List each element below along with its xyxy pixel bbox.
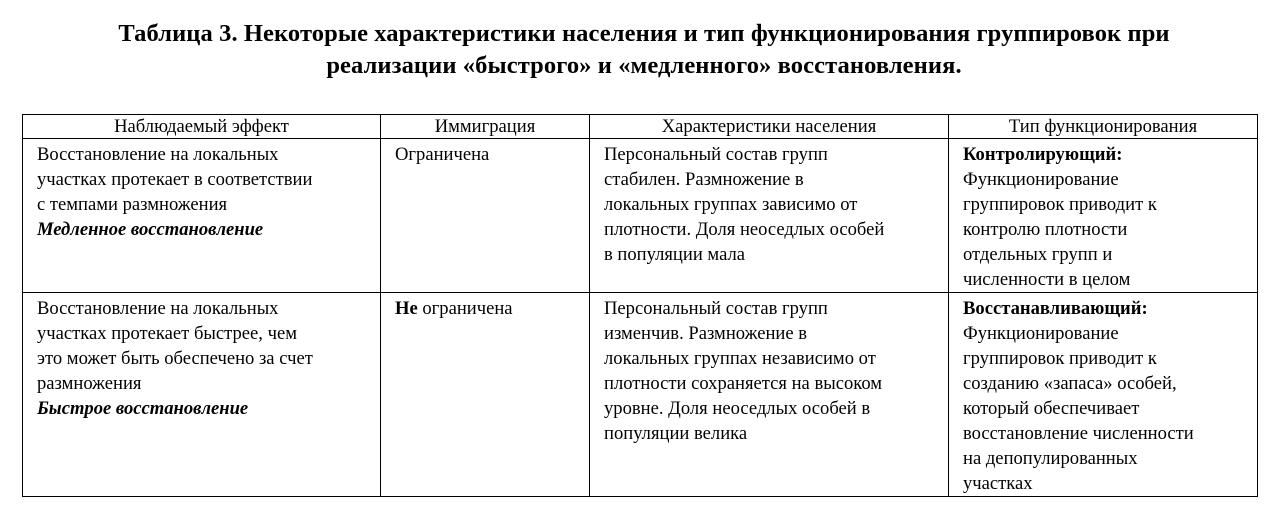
type-text-line: восстановление численности bbox=[963, 423, 1194, 444]
immigration-value bbox=[395, 142, 581, 167]
cell-immigration bbox=[381, 139, 590, 293]
cell-population-characteristics bbox=[590, 293, 949, 497]
population-text-line: стабилен. Размножение в bbox=[604, 169, 804, 190]
type-text-line: созданию «запаса» особей, bbox=[963, 373, 1177, 394]
header-functioning-type: Тип функционирования bbox=[949, 115, 1258, 139]
type-text-line: группировок приводит к bbox=[963, 194, 1157, 215]
characteristics-table bbox=[22, 114, 1258, 497]
effect-text-line: это может быть обеспечено за счет bbox=[37, 348, 313, 369]
cell-population-characteristics bbox=[590, 139, 949, 293]
effect-text-line: участках протекает в соответствии bbox=[37, 169, 313, 190]
effect-label: Медленное восстановление bbox=[37, 219, 264, 240]
header-population-characteristics: Характеристики населения bbox=[590, 115, 949, 139]
effect-text-line: Восстановление на локальных bbox=[37, 144, 279, 165]
cell-functioning-type bbox=[949, 293, 1258, 497]
table-header-row bbox=[23, 115, 1258, 139]
cell-observed-effect bbox=[23, 293, 381, 497]
effect-text-line: размножения bbox=[37, 373, 142, 394]
type-text-line: отдельных групп и bbox=[963, 244, 1113, 265]
population-text-line: в популяции мала bbox=[604, 244, 746, 265]
table-caption bbox=[0, 18, 1288, 82]
effect-text-line: Восстановление на локальных bbox=[37, 298, 279, 319]
population-text-line: Персональный состав групп bbox=[604, 298, 828, 319]
table-row bbox=[23, 139, 1258, 293]
effect-label: Быстрое восстановление bbox=[37, 398, 249, 419]
immigration-value bbox=[395, 296, 581, 321]
population-text-line: популяции велика bbox=[604, 423, 748, 444]
type-text-line: Функционирование bbox=[963, 323, 1119, 344]
cell-immigration bbox=[381, 293, 590, 497]
table-row bbox=[23, 293, 1258, 497]
type-text-line: контролю плотности bbox=[963, 219, 1128, 240]
caption-line-2: реализации «быстрого» и «медленного» восстановления. bbox=[326, 52, 962, 79]
type-text-line: группировок приводит к bbox=[963, 348, 1157, 369]
type-text-line: участках bbox=[963, 473, 1033, 494]
type-title: Восстанавливающий: bbox=[963, 298, 1148, 319]
immigration-text: ограничена bbox=[417, 298, 513, 319]
population-text-line: локальных группах независимо от bbox=[604, 348, 876, 369]
effect-text-line: участках протекает быстрее, чем bbox=[37, 323, 297, 344]
type-text-line: на депопулированных bbox=[963, 448, 1138, 469]
population-text-line: плотности. Доля неоседлых особей bbox=[604, 219, 885, 240]
population-text-line: локальных группах зависимо от bbox=[604, 194, 858, 215]
header-observed-effect: Наблюдаемый эффект bbox=[23, 115, 381, 139]
cell-observed-effect bbox=[23, 139, 381, 293]
population-text-line: Персональный состав групп bbox=[604, 144, 828, 165]
type-text-line: численности в целом bbox=[963, 269, 1131, 290]
population-text-line: уровне. Доля неоседлых особей в bbox=[604, 398, 871, 419]
type-text-line: который обеспечивает bbox=[963, 398, 1140, 419]
caption-line-1: Таблица 3. Некоторые характеристики населения и тип функционирования группировок при bbox=[118, 20, 1170, 47]
immigration-text: Ограничена bbox=[395, 144, 490, 165]
cell-functioning-type bbox=[949, 139, 1258, 293]
immigration-emphasis: Не bbox=[395, 298, 418, 319]
population-text-line: плотности сохраняется на высоком bbox=[604, 373, 883, 394]
type-text-line: Функционирование bbox=[963, 169, 1119, 190]
population-text-line: изменчив. Размножение в bbox=[604, 323, 808, 344]
header-immigration: Иммиграция bbox=[381, 115, 590, 139]
type-title: Контролирующий: bbox=[963, 144, 1123, 165]
effect-text-line: с темпами размножения bbox=[37, 194, 228, 215]
